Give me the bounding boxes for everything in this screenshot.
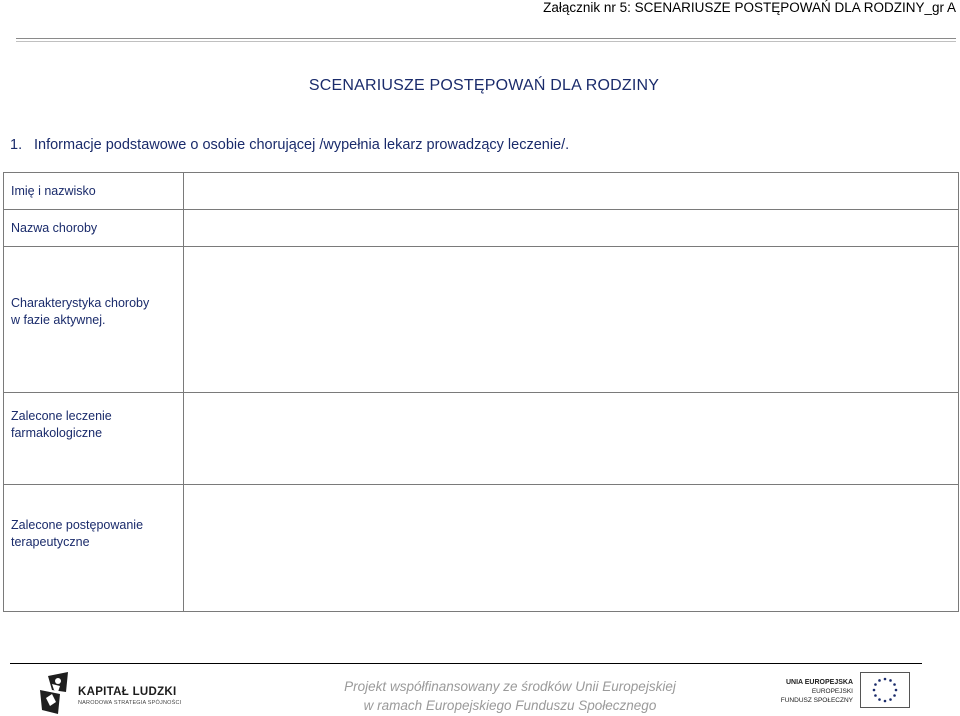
form-row [4, 393, 959, 485]
therapeutic-procedure-field[interactable] [184, 485, 959, 612]
form-label [4, 393, 184, 485]
eu-star [889, 698, 892, 701]
eu-star [893, 683, 896, 686]
eu-flag-icon [860, 672, 910, 708]
form-label-line1: Charakterystyka choroby [11, 296, 150, 310]
eu-stars-icon [861, 673, 909, 707]
kapital-ludzki-logo [38, 672, 182, 716]
funding-line1: Projekt współfinansowany ze środków Unii Europejskiej [344, 679, 676, 694]
funding-note [330, 677, 690, 715]
kapital-ludzki-title: KAPITAŁ LUDZKI [78, 686, 177, 698]
funding-line2: w ramach Europejskiego Funduszu Społecznego [363, 698, 657, 713]
form-row [4, 173, 959, 210]
eu-line1: UNIA EUROPEJSKA [785, 679, 853, 686]
disease-characteristics-field[interactable] [184, 247, 959, 393]
form-row [4, 247, 959, 393]
attachment-note: Załącznik nr 5: SCENARIUSZE POSTĘPOWAŃ DLA RODZINY_gr A [543, 0, 956, 15]
name-field[interactable] [184, 173, 959, 210]
section-heading-text: Informacje podstawowe o osobie chorującej /wypełnia lekarz prowadzący leczenie/. [34, 137, 570, 153]
form-label-line2: farmakologiczne [11, 426, 103, 440]
footer-divider [10, 663, 922, 664]
form-label-line2: terapeutyczne [11, 535, 90, 549]
header-divider [16, 38, 956, 39]
form-row [4, 210, 959, 247]
form-label [4, 173, 184, 210]
form-label-line1: Zalecone leczenie [11, 409, 112, 423]
document-title: SCENARIUSZE POSTĘPOWAŃ DLA RODZINY [308, 77, 660, 94]
eu-line3: FUNDUSZ SPOŁECZNY [780, 697, 853, 704]
disease-name-field[interactable] [184, 210, 959, 247]
eu-star [893, 694, 896, 697]
form-label-line1: Nazwa choroby [11, 220, 98, 235]
form-label-line2: w fazie aktywnej. [11, 313, 106, 327]
header-divider-thin [16, 41, 956, 42]
kapital-ludzki-emblem-icon [38, 672, 70, 716]
section-number: 1. [10, 137, 23, 153]
eu-star [889, 679, 892, 682]
kapital-ludzki-subtitle: NARODOWA STRATEGIA SPÓJNOŚCI [78, 700, 182, 706]
patient-info-form [3, 172, 959, 612]
form-label [4, 210, 184, 247]
eu-star [878, 698, 881, 701]
eu-star [874, 694, 877, 697]
eu-star [884, 678, 887, 681]
pharmacological-treatment-field[interactable] [184, 393, 959, 485]
eu-star [873, 689, 876, 692]
section-heading [10, 137, 569, 153]
eu-star [874, 683, 877, 686]
form-label-line1: Zalecone postępowanie [11, 518, 144, 532]
eu-star [884, 700, 887, 703]
eu-line2: EUROPEJSKI [811, 688, 853, 695]
form-label [4, 247, 184, 393]
eu-text-block [760, 678, 853, 705]
form-label-line1: Imię i nazwisko [11, 183, 96, 198]
eu-star [878, 679, 881, 682]
eu-star [895, 689, 898, 692]
form-row [4, 485, 959, 612]
form-label [4, 485, 184, 612]
